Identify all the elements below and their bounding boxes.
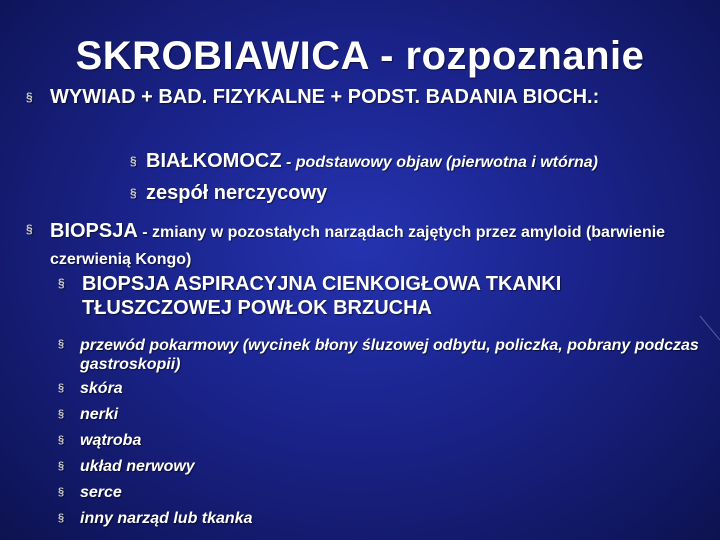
- organ-text: inny narząd lub tkanka: [80, 510, 253, 527]
- bullet-subtext: - zmiany w pozostałych narządach zajętych przez amyloid (barwienie czerwienią Kongo): [50, 224, 666, 268]
- organ-item: [58, 406, 708, 425]
- bullet-item-proteinuria: [130, 150, 710, 174]
- bullet-marker-icon: §: [58, 382, 65, 394]
- organ-text: układ nerwowy: [80, 458, 195, 475]
- organ-item: [58, 432, 708, 451]
- bullet-marker-icon: §: [58, 408, 65, 420]
- bullet-item-fine-needle: [58, 272, 698, 321]
- organ-item: [58, 510, 708, 529]
- organ-text: serce: [80, 484, 122, 501]
- bullet-marker-icon: §: [58, 276, 65, 290]
- bullet-marker-icon: §: [130, 154, 137, 168]
- organ-text: skóra: [80, 380, 123, 397]
- organ-text: nerki: [80, 406, 119, 423]
- bullet-text: BIOPSJA: [50, 220, 138, 242]
- organ-item: [58, 380, 708, 399]
- bullet-item-nephrotic: [130, 182, 710, 206]
- organ-text: wątroba: [80, 432, 142, 449]
- organ-item: [58, 458, 708, 477]
- bullet-marker-icon: §: [58, 486, 65, 498]
- slide-title: SKROBIAWICA - rozpoznanie: [75, 34, 645, 78]
- bullet-text: BIOPSJA ASPIRACYJNA CIENKOIGŁOWA TKANKI TŁUSZCZOWEJ POWŁOK BRZUCHA: [82, 273, 562, 320]
- bullet-item-biopsy: [26, 218, 686, 272]
- organ-text: przewód pokarmowy (wycinek błony śluzowej odbytu, policzka, pobrany podczas gastroskopii): [80, 337, 699, 374]
- bullet-item-history: [26, 86, 666, 110]
- bullet-marker-icon: §: [58, 512, 65, 524]
- bullet-subtext: - podstawowy objaw (pierwotna i wtórna): [281, 154, 598, 171]
- bullet-text: BIAŁKOMOCZ: [146, 150, 282, 172]
- organ-item: [58, 336, 708, 374]
- bullet-marker-icon: §: [58, 460, 65, 472]
- organ-item: [58, 484, 708, 503]
- bullet-marker-icon: §: [26, 90, 33, 104]
- bullet-marker-icon: §: [130, 186, 137, 200]
- bullet-marker-icon: §: [26, 222, 33, 236]
- bullet-text: zespół nerczycowy: [146, 182, 328, 204]
- bullet-text: WYWIAD + BAD. FIZYKALNE + PODST. BADANIA BIOCH.:: [50, 86, 600, 108]
- bullet-marker-icon: §: [58, 338, 65, 350]
- bullet-marker-icon: §: [58, 434, 65, 446]
